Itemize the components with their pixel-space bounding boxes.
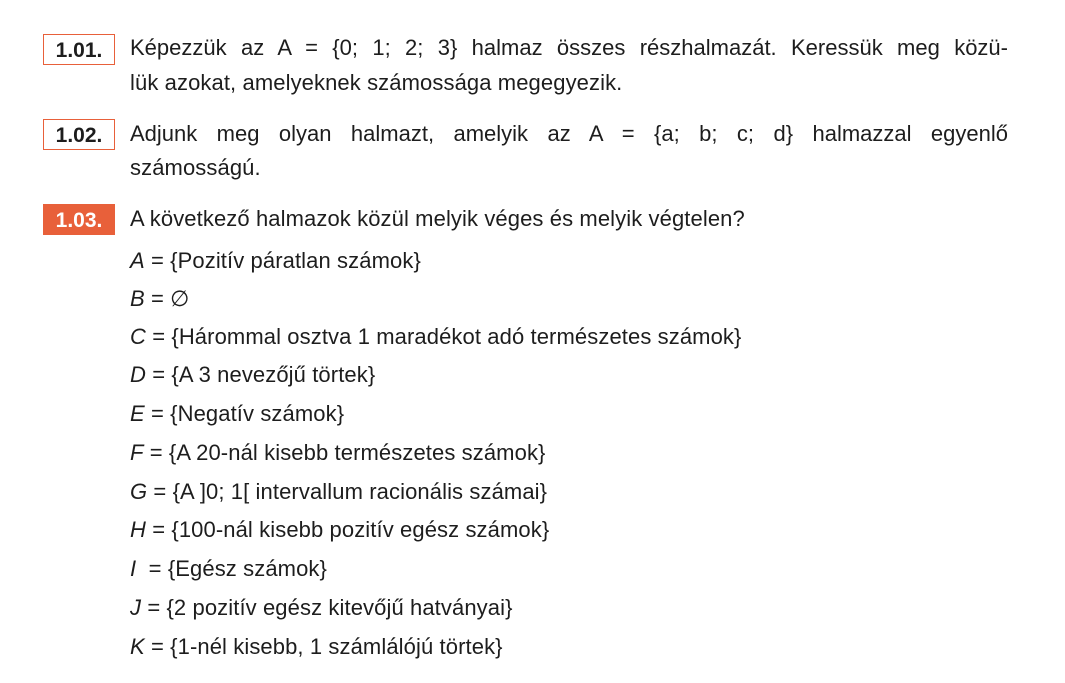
set-definition: K = {1-nél kisebb, 1 számlálójú törtek} xyxy=(130,634,503,659)
set-name: J xyxy=(130,595,142,620)
set-name: K xyxy=(130,634,145,659)
set-name: C xyxy=(130,324,146,349)
set-def: {Negatív számok} xyxy=(170,401,345,426)
set-definition: D = {A 3 nevezőjű törtek} xyxy=(130,362,376,387)
problem-number-badge: 1.03. xyxy=(43,204,115,235)
problem-text-line: Adjunk meg olyan halmazt, amelyik az A = {a; b; c; d} halmazzal egyenlő xyxy=(130,121,1008,146)
set-name: D xyxy=(130,362,146,387)
problem-number-badge: 1.01. xyxy=(43,34,115,65)
set-def: {100-nál kisebb pozitív egész számok} xyxy=(171,517,550,542)
problem-text-line: számosságú. xyxy=(130,155,261,180)
set-def: {Hárommal osztva 1 maradékot adó természetes számok} xyxy=(171,324,742,349)
set-def: {A 20-nál kisebb természetes számok} xyxy=(168,440,546,465)
set-def: {Pozitív páratlan számok} xyxy=(170,248,421,273)
set-definition: E = {Negatív számok} xyxy=(130,401,345,426)
problem-number-badge: 1.02. xyxy=(43,119,115,150)
set-definition: G = {A ]0; 1[ intervallum racionális számai} xyxy=(130,479,548,504)
set-name: E xyxy=(130,401,145,426)
problem-text-line: Képezzük az A = {0; 1; 2; 3} halmaz összes részhalmazát. Keressük meg közü- xyxy=(130,35,1008,60)
set-definition: A = {Pozitív páratlan számok} xyxy=(130,248,421,273)
set-name: F xyxy=(130,440,144,465)
set-definition: B = ∅ xyxy=(130,286,190,311)
set-name: H xyxy=(130,517,146,542)
set-definition: J = {2 pozitív egész kitevőjű hatványai} xyxy=(130,595,513,620)
set-def: {Egész számok} xyxy=(167,556,327,581)
set-definition: C = {Hárommal osztva 1 maradékot adó természetes számok} xyxy=(130,324,742,349)
set-def: {A ]0; 1[ intervallum racionális számai} xyxy=(172,479,548,504)
problem-text-line: A következő halmazok közül melyik véges és melyik végtelen? xyxy=(130,206,745,231)
set-def: {1-nél kisebb, 1 számlálójú törtek} xyxy=(170,634,503,659)
set-name: A xyxy=(130,248,145,273)
set-definition: I = {Egész számok} xyxy=(130,556,327,581)
set-name: G xyxy=(130,479,148,504)
set-def: {2 pozitív egész kitevőjű hatványai} xyxy=(166,595,513,620)
set-name: I xyxy=(130,556,137,581)
set-name: B xyxy=(130,286,145,311)
set-definition: F = {A 20-nál kisebb természetes számok} xyxy=(130,440,546,465)
set-def: {A 3 nevezőjű törtek} xyxy=(171,362,376,387)
set-def: ∅ xyxy=(170,286,190,311)
problem-text-line: lük azokat, amelyeknek számossága megegyezik. xyxy=(130,70,623,95)
set-definition: H = {100-nál kisebb pozitív egész számok} xyxy=(130,517,550,542)
